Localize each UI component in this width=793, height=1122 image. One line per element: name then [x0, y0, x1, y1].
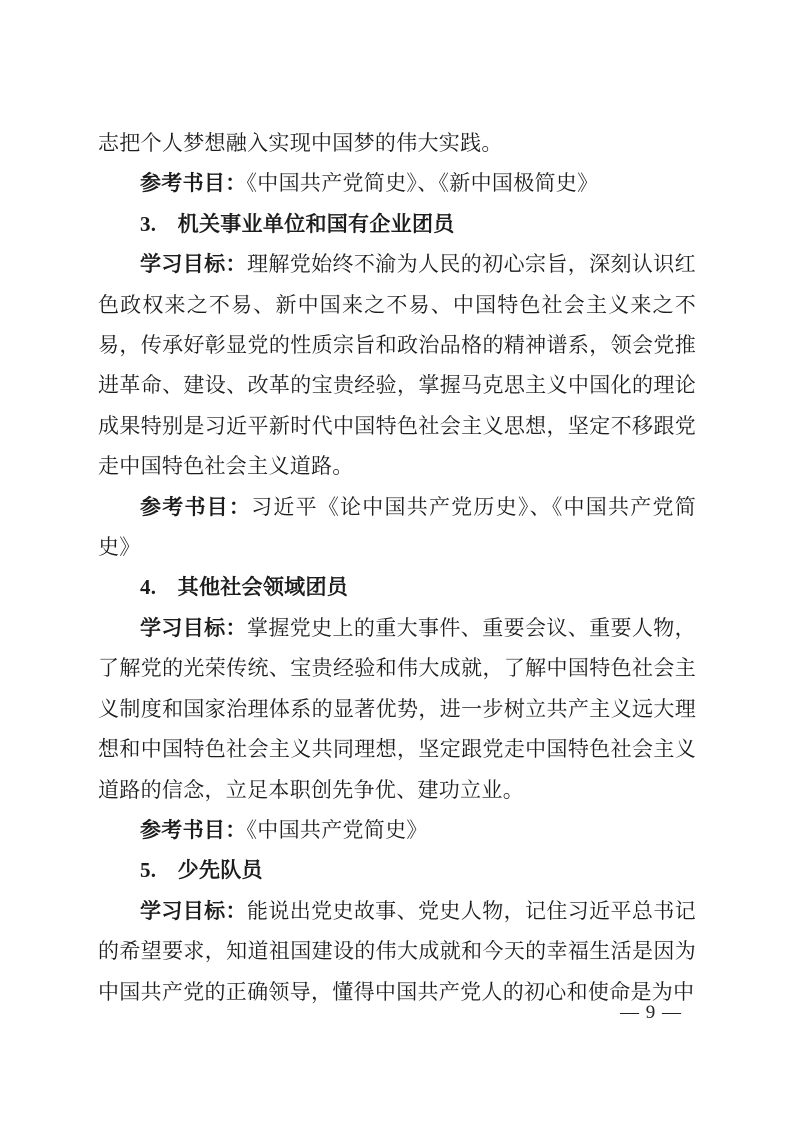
study-goal-label: 学习目标：: [140, 252, 247, 277]
heading-section-4: 4. 其他社会领域团员: [140, 575, 349, 600]
study-goal-text: 能说出党史故事、党史人物，记住习近平总书记的希望要求，知道祖国建设的伟大成就和今天的幸福生活是因为中国共产党的正确领导，懂得中国共产党人的初心和使命是为中: [98, 898, 696, 1004]
paragraph-study-goal-5: [98, 891, 696, 1012]
reference-text: 《中国共产党简史》: [246, 817, 428, 842]
paragraph-study-goal-4: [98, 608, 696, 810]
study-goal-text: 掌握党史上的重大事件、重要会议、重要人物，了解党的光荣传统、宝贵经验和伟大成就，了解中国特色社会主义制度和国家治理体系的显著优势，进一步树立共产主义远大理想和中国特色社会主义共同理想，坚定跟党走中国特色社会主义道路的信念，立足本职创先争优、建功立业。: [98, 615, 696, 802]
paragraph-study-goal-3: [98, 244, 696, 486]
heading-section-3: 3. 机关事业单位和国有企业团员: [140, 211, 455, 236]
page-number: — 9 —: [620, 1002, 682, 1023]
reference-text: 习近平《论中国共产党历史》、《中国共产党简史》: [98, 494, 696, 560]
reference-label: 参考书目：: [140, 494, 252, 519]
study-goal-text: 理解党始终不渝为人民的初心宗旨，深刻认识红色政权来之不易、新中国来之不易、中国特色社会主义来之不易，传承好彰显党的性质宗旨和政治品格的精神谱系，领会党推进革命、建设、改革的宝贵经验，掌握马克思主义中国化的理论成果特别是习近平新时代中国特色社会主义思想，坚定不移跟党走中国特色社会主义道路。: [98, 252, 696, 479]
reference-label: 参考书目：: [140, 817, 247, 842]
study-goal-label: 学习目标：: [140, 615, 247, 640]
paragraph-reference-books-4: [98, 810, 696, 850]
study-goal-label: 学习目标：: [140, 898, 247, 923]
document-content: [98, 123, 696, 1012]
heading-section-5: 5. 少先队员: [140, 858, 263, 883]
reference-text: 《中国共产党简史》、《新中国极简史》: [246, 171, 599, 196]
paragraph-continuation: 志把个人梦想融入实现中国梦的伟大实践。: [98, 131, 503, 155]
paragraph-reference-books-2: [98, 163, 696, 203]
reference-label: 参考书目：: [140, 171, 247, 196]
paragraph-reference-books-3: [98, 487, 696, 568]
